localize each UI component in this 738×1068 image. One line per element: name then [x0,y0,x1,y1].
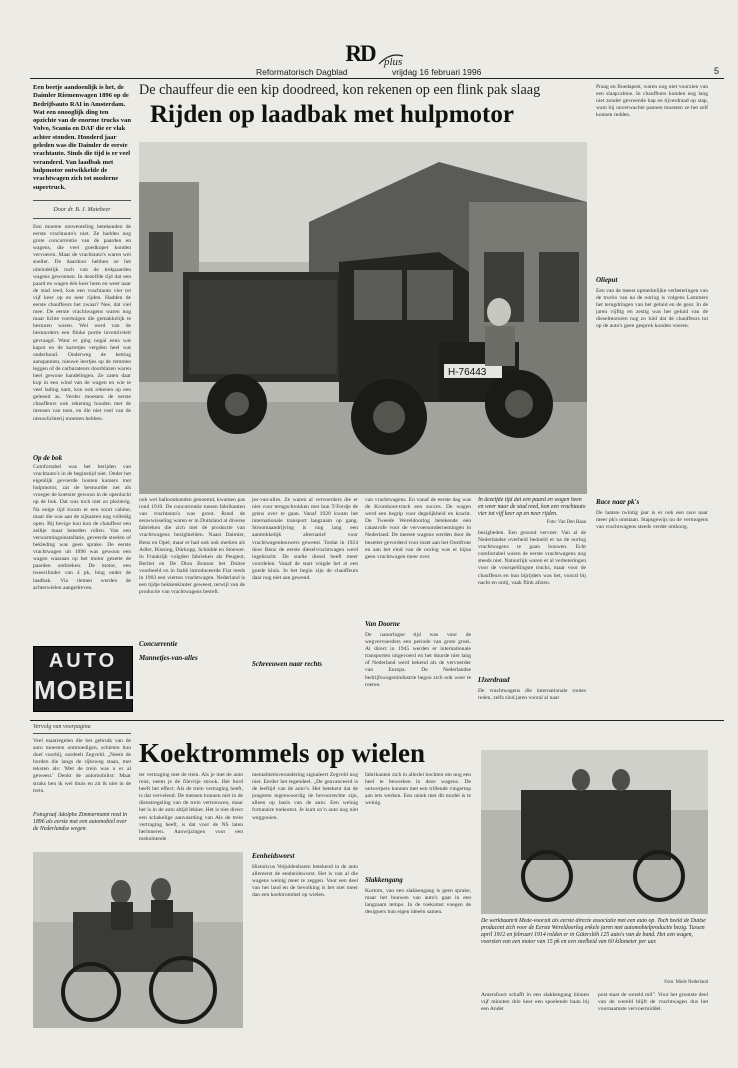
ad-line-auto: AUTO [48,650,118,672]
side-col-bottom: De laatste twintig jaar is er ook een race naar meer pk's ontstaan. Stapsgewijs nu de vermogens van vrachtwagens steeds verder omhoog. [596,510,708,531]
a2-col-c: mentaliteitsverandering signaleert Zegveld nog niet. Eerder het tegendeel. „De geavanceerd is de leeftijd van de auto’s. Het betekent dat de jongeren tegenwoordig de bevoorrechte zijn, alleen op basis van de auto. Een weinig fortunaire toekomst. Je kunt zo’n auto nog niet weggooien. [252,772,358,821]
body-col-d2: De naoorlogse tijd was voor de wegvervoerders een periode van grote groei. Al direct in 1945 werden er internationale transporten uitgevoerd en het duurde niet lang of Nederland werd bekend als de vervoerder van Europa. De Nederlandse bedrijfswagenindustrie begon zich ook weer te roeren. [365,632,471,688]
subhead-van-doorne: Van Doorne [365,620,400,628]
photo-credit: Foto: Van Den Haan [546,520,586,525]
truck-illustration [139,142,587,494]
subhead-slakkengang: Slakkengang [365,876,403,884]
kicker-vervolg: Vervolg van voorpagina [33,724,91,730]
a2-col-d2: Kortom, van een slakkengang is geen sprake, maar het bouwen van auto's gaat in een langzaam tempo. In de toekomst voegen de designers hun eigen ideeën samen. [365,888,471,916]
carriage-illustration [33,852,243,1028]
automobiel-ad [33,646,142,712]
body-col-a-bottom: Comfortabel was het berijden van vrachtauto's in de beginstijd niet. Onder het eigenlijk gevoerde houten kamers met hulpmotor, zat de bestuurder net als vroeger de koetsier gewoon in de openlucht op de bok. Dat was toch niet zo plezierig. Na enige tijd kwam er een soort cabine, maar die was aan de zijkanten nog volledig open. Bij hevige kou kon de chauffeur een zeiltje maar beneden rollen. Van een verwarmingsinstallatie, geveerde stoelen of bekleding was geen sprake. De eerste vrachtwagen uit 1896 was gewoon een wagen waaraan op het motor gezette de paarden ontbreken. De motor, een tweecilinder van 4 pk, hing onder de laadbak. Via riemen werden de achterwielen aangedreven. [33,464,131,591]
body-col-e-bottom: De vrachtwagens die internationale routes reden, zelfs sind jaren vooral al naar [478,688,586,702]
subhead-op-de-bok: Op de bok [33,454,63,462]
svg-text:H-76443: H-76443 [448,367,487,378]
headline-koektrommels: Koektrommels op wielen [139,738,425,768]
body-col-b: ook wel balloonbanden genoemd, kwamen pas rond 1910. De concurrentie tussen fabrikanten van vrachtauto's was groot. Rond de eeuwwisseling waren er in Duitsland al diverse fabrieken die zich met de productie van vrachtwagens bezighielden. Naast Daimler, Benz en Opel, maar er had ook ook merken als Adler, Büssing, Dürkopp, Schödde en Stoewer. In Frankrijk volgden fabrieken als Peugeot, Berliet en De Dion Bouton het Duitse voorbeeld en in Italië introduceerde Fiat reeds in 1903 een vierton vrachtwagen. Nederland is een tijdje bekkenkluiter geweest, terwijl van de productie van vrachtwagens betreft. [139,497,245,596]
a2-caption-left: Fotograaf Adolphe Zimmermann reed in 1896 als eerste met een automobiel over de Nederlandse wegen. [33,812,128,832]
headline: Rijden op laadbak met hulpmotor [150,101,514,128]
body-col-c: jes-van-alles. Ze waren al vervoerders die er niet voor terugschrokken met hun T-Fordje de grens over te gaan. Vanaf 1920 kwam het internationale transport langzaam op gang. Stroomaandrijving is nog lang een aantrekkelijk alternatief voor vrachtwagenbouwers geweest. Totdat in 1924 door Benz de eerste dieselvrachtwagen werd ingebracht. De snelle diesel heeft meer voordelen. Vanaf de start volgde het al een goede kluis. In het begin zijn de chauffeurs daar nog niet aan gewend. [252,497,358,582]
byline-rule [33,218,131,219]
a2-col-c2: Historicus Veijuldenbaren betekend in de auto allereerst de eenheidsworst. Het is van al die wagens weinig meer te zeggen. Voor een deel van het land en de bevolking is het niet meer dan een koektrommel op wielen. [252,864,358,899]
subhead-concurrentie: Concurrentie [139,640,178,648]
subhead-race: Race naar pk's [596,498,640,506]
subhead-schreeuwen: Schreeuwen naar rechts [252,660,323,668]
side-col-top: Praag en Boedapest, waren nog niet voorzien van een slaapcabine. In chauffeurs konden nog lang niet zonder gevreende hap en tijverdraad op stap, want bij onverwachte pannen moesten ze het zelf kunnen redden. [596,84,708,119]
a2-col-b: ter vertraging met de trein. Als je met de auto reist, neem je de filevrije strook. Het bord heeft het effect: Als de trein vertraging heeft, is dat vervelend. De mensen kunnen niet in de dienstregeling van de trein vertrouwen, maar het is in de auto altijd lekker. Het is niet direct een schakelige aanvaarding van Als de trein vertraging heeft, is dat voor de NS laten herinneren. Aanwijzingen voor een toekomende [139,772,243,842]
miele-car-illustration [481,750,708,914]
miele-car-photo [481,750,708,914]
subhead-eenheidsworst: Eenheidsworst [252,852,295,860]
truck-photo [139,142,587,494]
masthead-plus-logo [376,50,406,68]
svg-text:plus: plus [384,56,403,68]
byline: Door dr. B. J. Matebeer [53,207,111,213]
paper-name: Reformatorisch Dagblad [256,67,348,77]
a2-caption-right: De werkbaanrit Mede-vooruit als eerste directe associatie met een auto op. Toch heeld de Duitse producent zich voor de Eerste Wereldoorlog enkele jaren met automobielproductie bezig. Tussen april 1912 en februari 1914 rolden er in Güterslöh 125 auto's van de band. Het een wagen, voorzien van een motor van 15 pk en een snelheid van 60 kilometer per uur. [481,918,706,945]
ad-line-mobiel: MOBIEL [34,675,142,705]
subhead-ijzerdraad: IJzerdraad [478,676,510,684]
adolphe-zimmermann-photo [33,852,243,1028]
side-col-middle: Een van de meest opmerkelijke verbeteringen van de trucks van na de oorlog is volgens Lammers het terugdringen van het geluid en de geur. In de jaren vijftig en zestig was het geluid van de dieselmotoren nog zo luid dat de chauffeurs tot op de auto's geen gesprek konden voeren. [596,288,708,330]
body-col-d: van vrachtwagens. En vanaf de eerste dag was de Kromhout-truck een succes. De wagen werd een begrip voor degelijkheid en kracht. De Tweede Wereldoorlog betekende een catastrofe voor de vervoersondernemingen in Nederland. De meeste wagens werden door de bezetter gevorderd voor inzet aan het Oostfront en aan het eind van de oorlog was er bijna geen vrachtwagen meer over. [365,497,471,560]
body-col-a-top: Een moeme omwenteling betekenden de eerste vrachtauto's niet. Ze hadden nog grote concurrentie van de paarden en wagens, die veel goedkoper konden vervoeren. Maar de vrachtauto's waren wel sneller. De daardoor hebben ze het uiteindelijk toch van de trekpaarden wagens gewonnen. In dezelfde tijd dat een paard en wagen één keer heen en weer naar de stad reed, kon een vrachtauto vier tot vijf keer op en neer rijden. Hadden de eerste chauffeurs het zwaar? Nee, dat viel mee. De eerste vrachtwagens waren nog maar lichte voertuigen die gemakkelijk te besturen waren. Wel werd van de bestuurders een flinke portie inventiviteit gevraagd. Want er ging nogal eens wat kapot en de karretjes vergden heel wat onderhoud. Onderweg de ketting aanspannen, nieuwe leertjes op de remmen leggen of de carburateurs doorblazen waren heel gewone handelingen. Ze zaten daar kop in een wind van de wagen en wie te veel lading nam, kon ook rekenen op een geleend as. Verder moesten de eerste chauffeurs ook rekening houden met de mensen van toen, en die niet veel van de nieuwlichterij moesten hebben. [33,224,131,422]
photo-caption: In dezelfde tijd dat een paard en wagen heen en weer naar de stad reed, kon een vrachtauto vier tot vijf keer op en neer rijden. [478,497,586,517]
masthead [0,0,738,80]
a2-col-e: Amersfoort schafft in een slakkengang binnen vijf minuten drie keer een spoelende baan bij een Ander [481,992,589,1013]
masthead-logo: RD [345,41,375,66]
vervolg-rule [33,733,131,734]
article-divider [30,720,724,721]
article-lead: Een beetje aandoenlijk is het, de Daimler Riemenwagen 1896 op de Bedrijfsauto RAI in Amsterdam. Wat een onooglijk ding ten opzichte van de enorme trucks van Volvo, Scania en DAF die er vlak achter stonden. Honderd jaar geleden was die Daimler de eerste vrachtauto. Sinds die tijd is er veel veranderd. Van laadbak met hulpmotor ontwikkelde de vrachtwagen zich tot moderne supertruck. [33,84,131,191]
kicker: De chauffeur die een kip doodreed, kon rekenen op een flink pak slaag [139,82,541,98]
lead-rule [33,200,131,201]
a2-col-d: fabrikanten zich in allerlei bochten om nog een heel te bewerken in deze wagens. De ontwerpers kunnen met een trillende vingertop aan iets werken. Een uniek met dit model is te weinig. [365,772,471,807]
masthead-rule [30,78,724,79]
subhead-olieput: Olieput [596,276,618,284]
issue-date: vrijdag 16 februari 1996 [392,67,482,77]
a2-col-a: Veel maatregelen die het gebruik van de auto moesten ontmoedigen, schieten hun doel voorbij, oordeelt Zegveld. „Neem de borden die langs de rijksweg staan, met teksten als: 'Met de trein was u er al geweest.' Denkt de automobilist: Maar straks ben ik wel thuis en zit ik niet in de trein. [33,738,131,794]
subhead-mannetjes: Mannetjes-van-alles [139,654,198,662]
a2-caption-right-credit: Foto: Miele Nederland [664,980,708,985]
body-col-e-top: bezigheden. Een gezond vervoer. Van al de Nederlandse overheid bedoeld er na de oorlog vrachtwagens te gaan bouwen. Echt comfortabel waren de eerste vrachtwagens nog steeds niet. Natuurlijk waren er al verbeteringen voor de voorspellingste trucks, maar voor de chauffeurs en hun bijrijders was het, vooral bij nacht en ontij, vaak flink afzien. [478,530,586,586]
a2-col-f: post staat de wereld mil". Voor het grootste deel van de wereld blijft de vrachtwagen dus het voornaamste vervoermiddel. [598,992,708,1013]
page-number: 5 [714,66,720,76]
